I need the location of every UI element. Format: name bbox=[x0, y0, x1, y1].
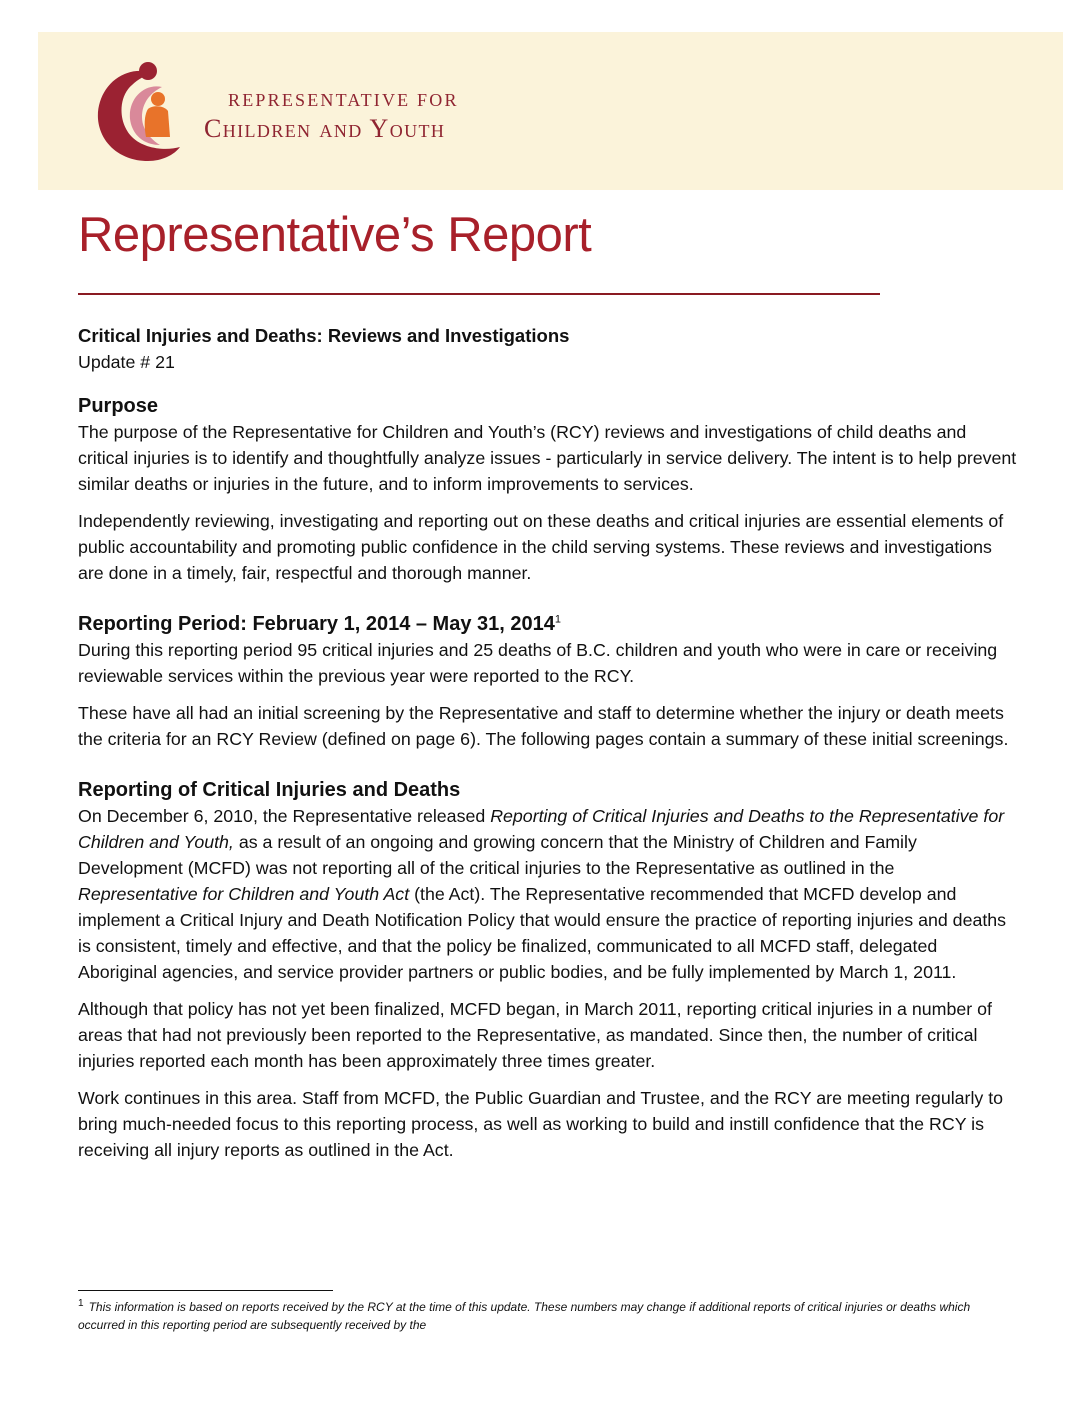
footnote-text: This information is based on reports received by the RCY at the time of this update. These numbers may change if additional reports of critical injuries or deaths which occurred in this reporting period are subsequently received by the bbox=[78, 1300, 971, 1332]
org-name-line2: Children and Youth bbox=[204, 114, 446, 143]
p1-part-e: (the Act). The Representative recommended that MCFD develop and implement a Critical Injury and Death Notification Policy that would ensure the practice of reporting injuries and deaths is consistent, timely and effective, and that the policy be finalized, communicated to all MCFD staff, delegated Aboriginal agencies, and service provider partners or public bodies, and be fully implemented by March 1, 2011. bbox=[78, 884, 1007, 982]
reporting-period-heading-text: Reporting Period: February 1, 2014 – May 31, 2014 bbox=[78, 613, 555, 635]
p1-part-a: On December 6, 2010, the Representative released bbox=[78, 806, 491, 826]
footnote-reference[interactable]: 1 bbox=[554, 613, 561, 626]
org-name-line1: REPRESENTATIVE FOR bbox=[228, 90, 459, 110]
report-title: Representative’s Report bbox=[78, 208, 592, 262]
footnote bbox=[78, 1298, 1008, 1334]
header-band bbox=[38, 32, 1063, 190]
reporting-period-heading bbox=[78, 611, 1018, 637]
reporting-section-paragraph-3: Work continues in this area. Staff from MCFD, the Public Guardian and Trustee, and the RCY are meeting regularly to bring much-needed focus to this reporting process, as well as working to build and instill confidence that the RCY is receiving all injury reports as outlined in the Act. bbox=[78, 1088, 1004, 1160]
update-number: Update # 21 bbox=[78, 352, 175, 372]
purpose-paragraph-1: The purpose of the Representative for Children and Youth’s (RCY) reviews and investigations of child deaths and critical injuries is to identify and thoughtfully analyze issues - particularly in service delivery. The intent is to help prevent similar deaths or injuries in the future, and to inform improvements to services. bbox=[78, 422, 1017, 494]
report-subtitle: Critical Injuries and Deaths: Reviews and Investigations bbox=[78, 325, 570, 346]
report-body bbox=[78, 323, 1018, 1174]
reporting-section-paragraph-1 bbox=[78, 803, 1018, 985]
footnote-divider bbox=[78, 1290, 333, 1291]
reporting-section-paragraph-2: Although that policy has not yet been finalized, MCFD began, in March 2011, reporting critical injuries in a number of areas that had not previously been reported to the Representative, as mandated. Since then, the number of critical injuries reported each month has been approximately three times greater. bbox=[78, 999, 992, 1071]
title-divider bbox=[78, 293, 880, 295]
act-title-citation: Representative for Children and Youth Act bbox=[78, 884, 410, 904]
purpose-paragraph-2: Independently reviewing, investigating and reporting out on these deaths and critical injuries are essential elements of public accountability and promoting public confidence in the child serving systems. These reviews and investigations are done in a timely, fair, respectful and thorough manner. bbox=[78, 511, 1004, 583]
reporting-period-paragraph-1: During this reporting period 95 critical injuries and 25 deaths of B.C. children and youth who were in care or receiving reviewable services within the previous year were reported to the RCY. bbox=[78, 640, 998, 686]
footnote-mark: 1 bbox=[78, 1298, 84, 1309]
rcy-family-logo-icon bbox=[92, 57, 184, 165]
report-title-citation: Reporting of Critical Injuries and Deaths to the Representative for Children and Youth, bbox=[78, 806, 1005, 852]
reporting-section-heading: Reporting of Critical Injuries and Deaths bbox=[78, 779, 461, 801]
reporting-period-paragraph-2: These have all had an initial screening by the Representative and staff to determine whether the injury or death meets the criteria for an RCY Review (defined on page 6). The following pages contain a summary of these initial screenings. bbox=[78, 703, 1009, 749]
p1-part-c: as a result of an ongoing and growing concern that the Ministry of Children and Family Development (MCFD) was not reporting all of the critical injuries to the Representative as outlined in the bbox=[78, 832, 917, 878]
purpose-heading: Purpose bbox=[78, 395, 159, 417]
